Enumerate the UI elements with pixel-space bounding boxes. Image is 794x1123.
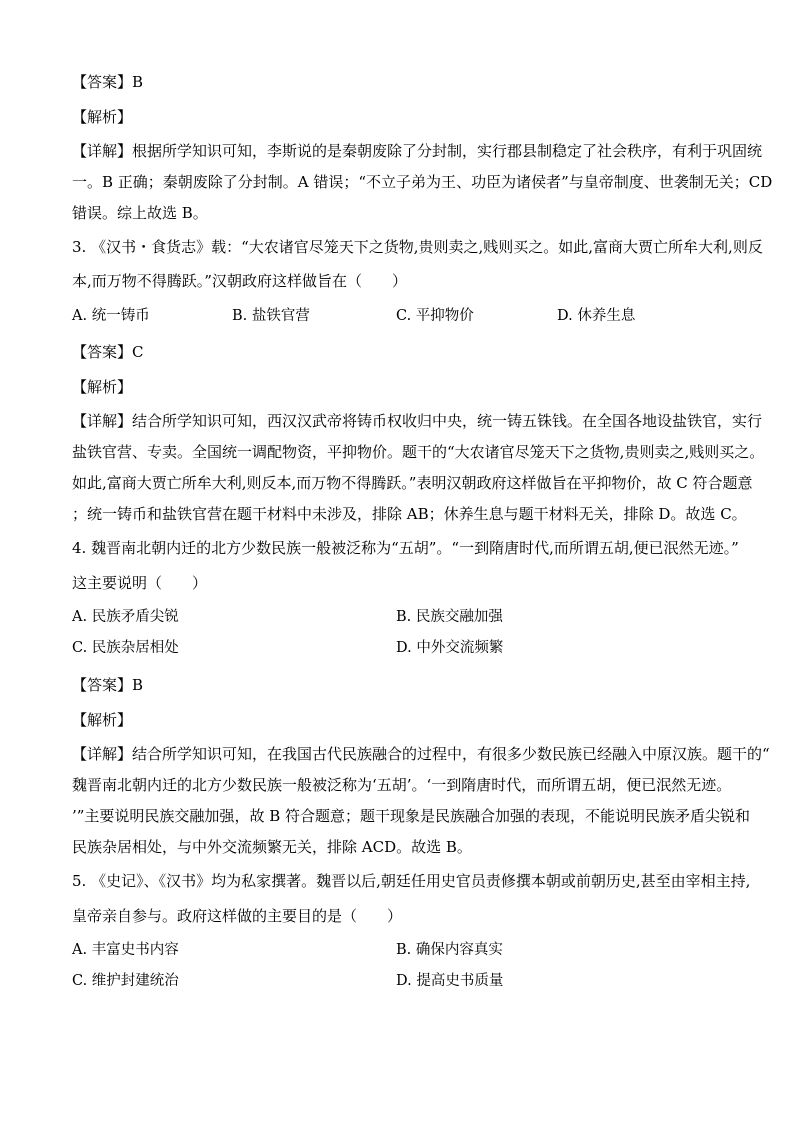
- q4-stem-line-1: 4. 魏晋南北朝内迁的北方少数民族一般被泛称为“五胡”。“一到隋唐时代,而所谓五胡,便已泯然无迹。”: [72, 539, 739, 557]
- q3-answer-line: 【答案】C: [72, 343, 144, 361]
- q5-stem-line-1: 5. 《史记》、《汉书》均为私家撰著。魏晋以后,朝廷任用史官员责修撰本朝或前朝历史,甚至由宰相主持,: [72, 872, 751, 890]
- q5-option-c: C. 维护封建统治: [72, 973, 179, 989]
- q4-detail-line-1: 【详解】结合所学知识可知，在我国古代民族融合的过程中，有很多少数民族已经融入中原汉族。题干的“: [72, 745, 770, 763]
- q4-answer-line: 【答案】B: [72, 676, 144, 694]
- q5-option-b: B. 确保内容真实: [396, 942, 503, 958]
- q5-stem-line-2: 皇帝亲自参与。政府这样做的主要目的是（ ）: [72, 907, 403, 925]
- detail-label: 【详解】: [72, 142, 133, 160]
- q3-stem-line-1: 3. 《汉书・食货志》载：“大农诸官尽笼天下之货物,贵则卖之,贱则买之。如此,富商大贾亡所牟大利,则反: [72, 238, 763, 256]
- q2-detail-line-2: 一。B 正确；秦朝废除了分封制。A 错误；“不立子弟为王、功臣为诸侯者”与皇帝制度、世袭制无关；CD: [72, 173, 773, 191]
- q3-detail-line-1: 【详解】结合所学知识可知，西汉汉武帝将铸币权收归中央，统一铸五铢钱。在全国各地设盐铁官，实行: [72, 412, 763, 430]
- answer-value: C: [132, 343, 144, 361]
- q5-option-a: A. 丰富史书内容: [72, 942, 179, 958]
- answer-label: 【答案】: [72, 73, 133, 91]
- q4-option-a: A. 民族矛盾尖锐: [72, 609, 179, 625]
- q2-analysis-label: 【解析】: [72, 108, 133, 126]
- q3-detail-line-3: 如此,富商大贾亡所牟大利,则反本,而万物不得腾跃。”表明汉朝政府这样做旨在平抑物价，故 C 符合题意: [72, 474, 753, 492]
- q4-detail-line-4: 民族杂居相处，与中外交流频繁无关，排除 ACD。故选 B。: [72, 838, 472, 856]
- q3-stem-line-2: 本,而万物不得腾跃。”汉朝政府这样做旨在（ ）: [72, 272, 407, 290]
- q3-option-c: C. 平抑物价: [396, 308, 474, 324]
- q4-analysis-label: 【解析】: [72, 711, 133, 729]
- q4-option-c: C. 民族杂居相处: [72, 640, 179, 656]
- q2-detail-line-3: 错误。综上故选 B。: [72, 204, 208, 222]
- q3-analysis-label: 【解析】: [72, 378, 133, 396]
- answer-value: B: [132, 676, 144, 694]
- q4-detail-line-3: ’”主要说明民族交融加强，故 B 符合题意；题干现象是民族融合加强的表现，不能说明民族矛盾尖锐和: [72, 807, 751, 825]
- q4-detail-line-2: 魏晋南北朝内迁的北方少数民族一般被泛称为‘五胡’。‘一到隋唐时代，而所谓五胡，便已泯然无迹。: [72, 776, 732, 794]
- q3-option-d: D. 休养生息: [557, 308, 636, 324]
- q2-detail-line-1: 【详解】根据所学知识可知，李斯说的是秦朝废除了分封制，实行郡县制稳定了社会秩序，有利于巩固统: [72, 142, 763, 160]
- q3-option-b: B. 盐铁官营: [232, 308, 310, 324]
- q3-detail-line-4: ；统一铸币和盐铁官营在题干材料中未涉及，排除 AB；休养生息与题干材料无关，排除 D。故选 C。: [72, 505, 747, 523]
- q4-option-d: D. 中外交流频繁: [396, 640, 504, 656]
- q4-option-b: B. 民族交融加强: [396, 609, 503, 625]
- q3-detail-line-2: 盐铁官营、专卖。全国统一调配物资，平抑物价。题干的“大农诸官尽笼天下之货物,贵则卖之,贱则买之。: [72, 443, 765, 461]
- answer-value: B: [132, 73, 144, 91]
- q2-answer-line: [72, 72, 143, 92]
- q5-option-d: D. 提高史书质量: [396, 973, 504, 989]
- q4-stem-line-2: 这主要说明（ ）: [72, 574, 208, 592]
- q3-option-a: A. 统一铸币: [72, 308, 150, 324]
